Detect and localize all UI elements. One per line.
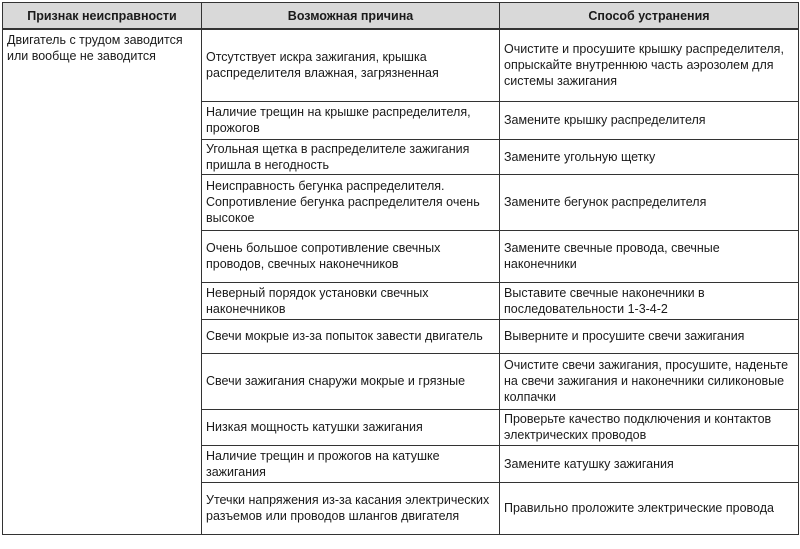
header-cause: Возможная причина (202, 3, 500, 30)
cause-cell: Неверный порядок установки свечных наконечников (202, 282, 500, 319)
cause-cell: Наличие трещин и прожогов на катушке зажигания (202, 445, 500, 482)
remedy-cell: Замените крышку распределителя (500, 101, 799, 139)
remedy-cell: Проверьте качество подключения и контактов электрических проводов (500, 409, 799, 445)
remedy-cell: Выверните и просушите свечи зажигания (500, 319, 799, 353)
remedy-cell: Правильно проложите электрические провода (500, 482, 799, 534)
cause-cell: Утечки напряжения из-за касания электрических разъемов или проводов шлангов двигателя (202, 482, 500, 534)
remedy-cell: Очистите и просушите крышку распределителя, опрыскайте внутреннюю часть аэрозолем для системы зажигания (500, 29, 799, 101)
remedy-cell: Замените угольную щетку (500, 139, 799, 174)
table-row (3, 29, 799, 101)
cause-cell: Неисправность бегунка распределителя. Сопротивление бегунка распределителя очень высокое (202, 174, 500, 230)
remedy-cell: Выставите свечные наконечники в последовательности 1-3-4-2 (500, 282, 799, 319)
header-remedy: Способ устранения (500, 3, 799, 30)
cause-cell: Свечи мокрые из-за попыток завести двигатель (202, 319, 500, 353)
remedy-cell: Замените свечные провода, свечные наконечники (500, 230, 799, 282)
cause-cell: Свечи зажигания снаружи мокрые и грязные (202, 353, 500, 409)
cause-cell: Угольная щетка в распределителе зажигания пришла в негодность (202, 139, 500, 174)
header-row (3, 3, 799, 30)
header-symptom: Признак неисправности (3, 3, 202, 30)
cause-cell: Очень большое сопротивление свечных проводов, свечных наконечников (202, 230, 500, 282)
cause-cell: Низкая мощность катушки зажигания (202, 409, 500, 445)
cause-cell: Наличие трещин на крышке распределителя, прожогов (202, 101, 500, 139)
symptom-cell: Двигатель с трудом заводится или вообще не заводится (3, 29, 202, 534)
troubleshooting-table (2, 2, 799, 535)
remedy-cell: Очистите свечи зажигания, просушите, наденьте на свечи зажигания и наконечники силиконовые колпачки (500, 353, 799, 409)
remedy-cell: Замените катушку зажигания (500, 445, 799, 482)
cause-cell: Отсутствует искра зажигания, крышка распределителя влажная, загрязненная (202, 29, 500, 101)
remedy-cell: Замените бегунок распределителя (500, 174, 799, 230)
